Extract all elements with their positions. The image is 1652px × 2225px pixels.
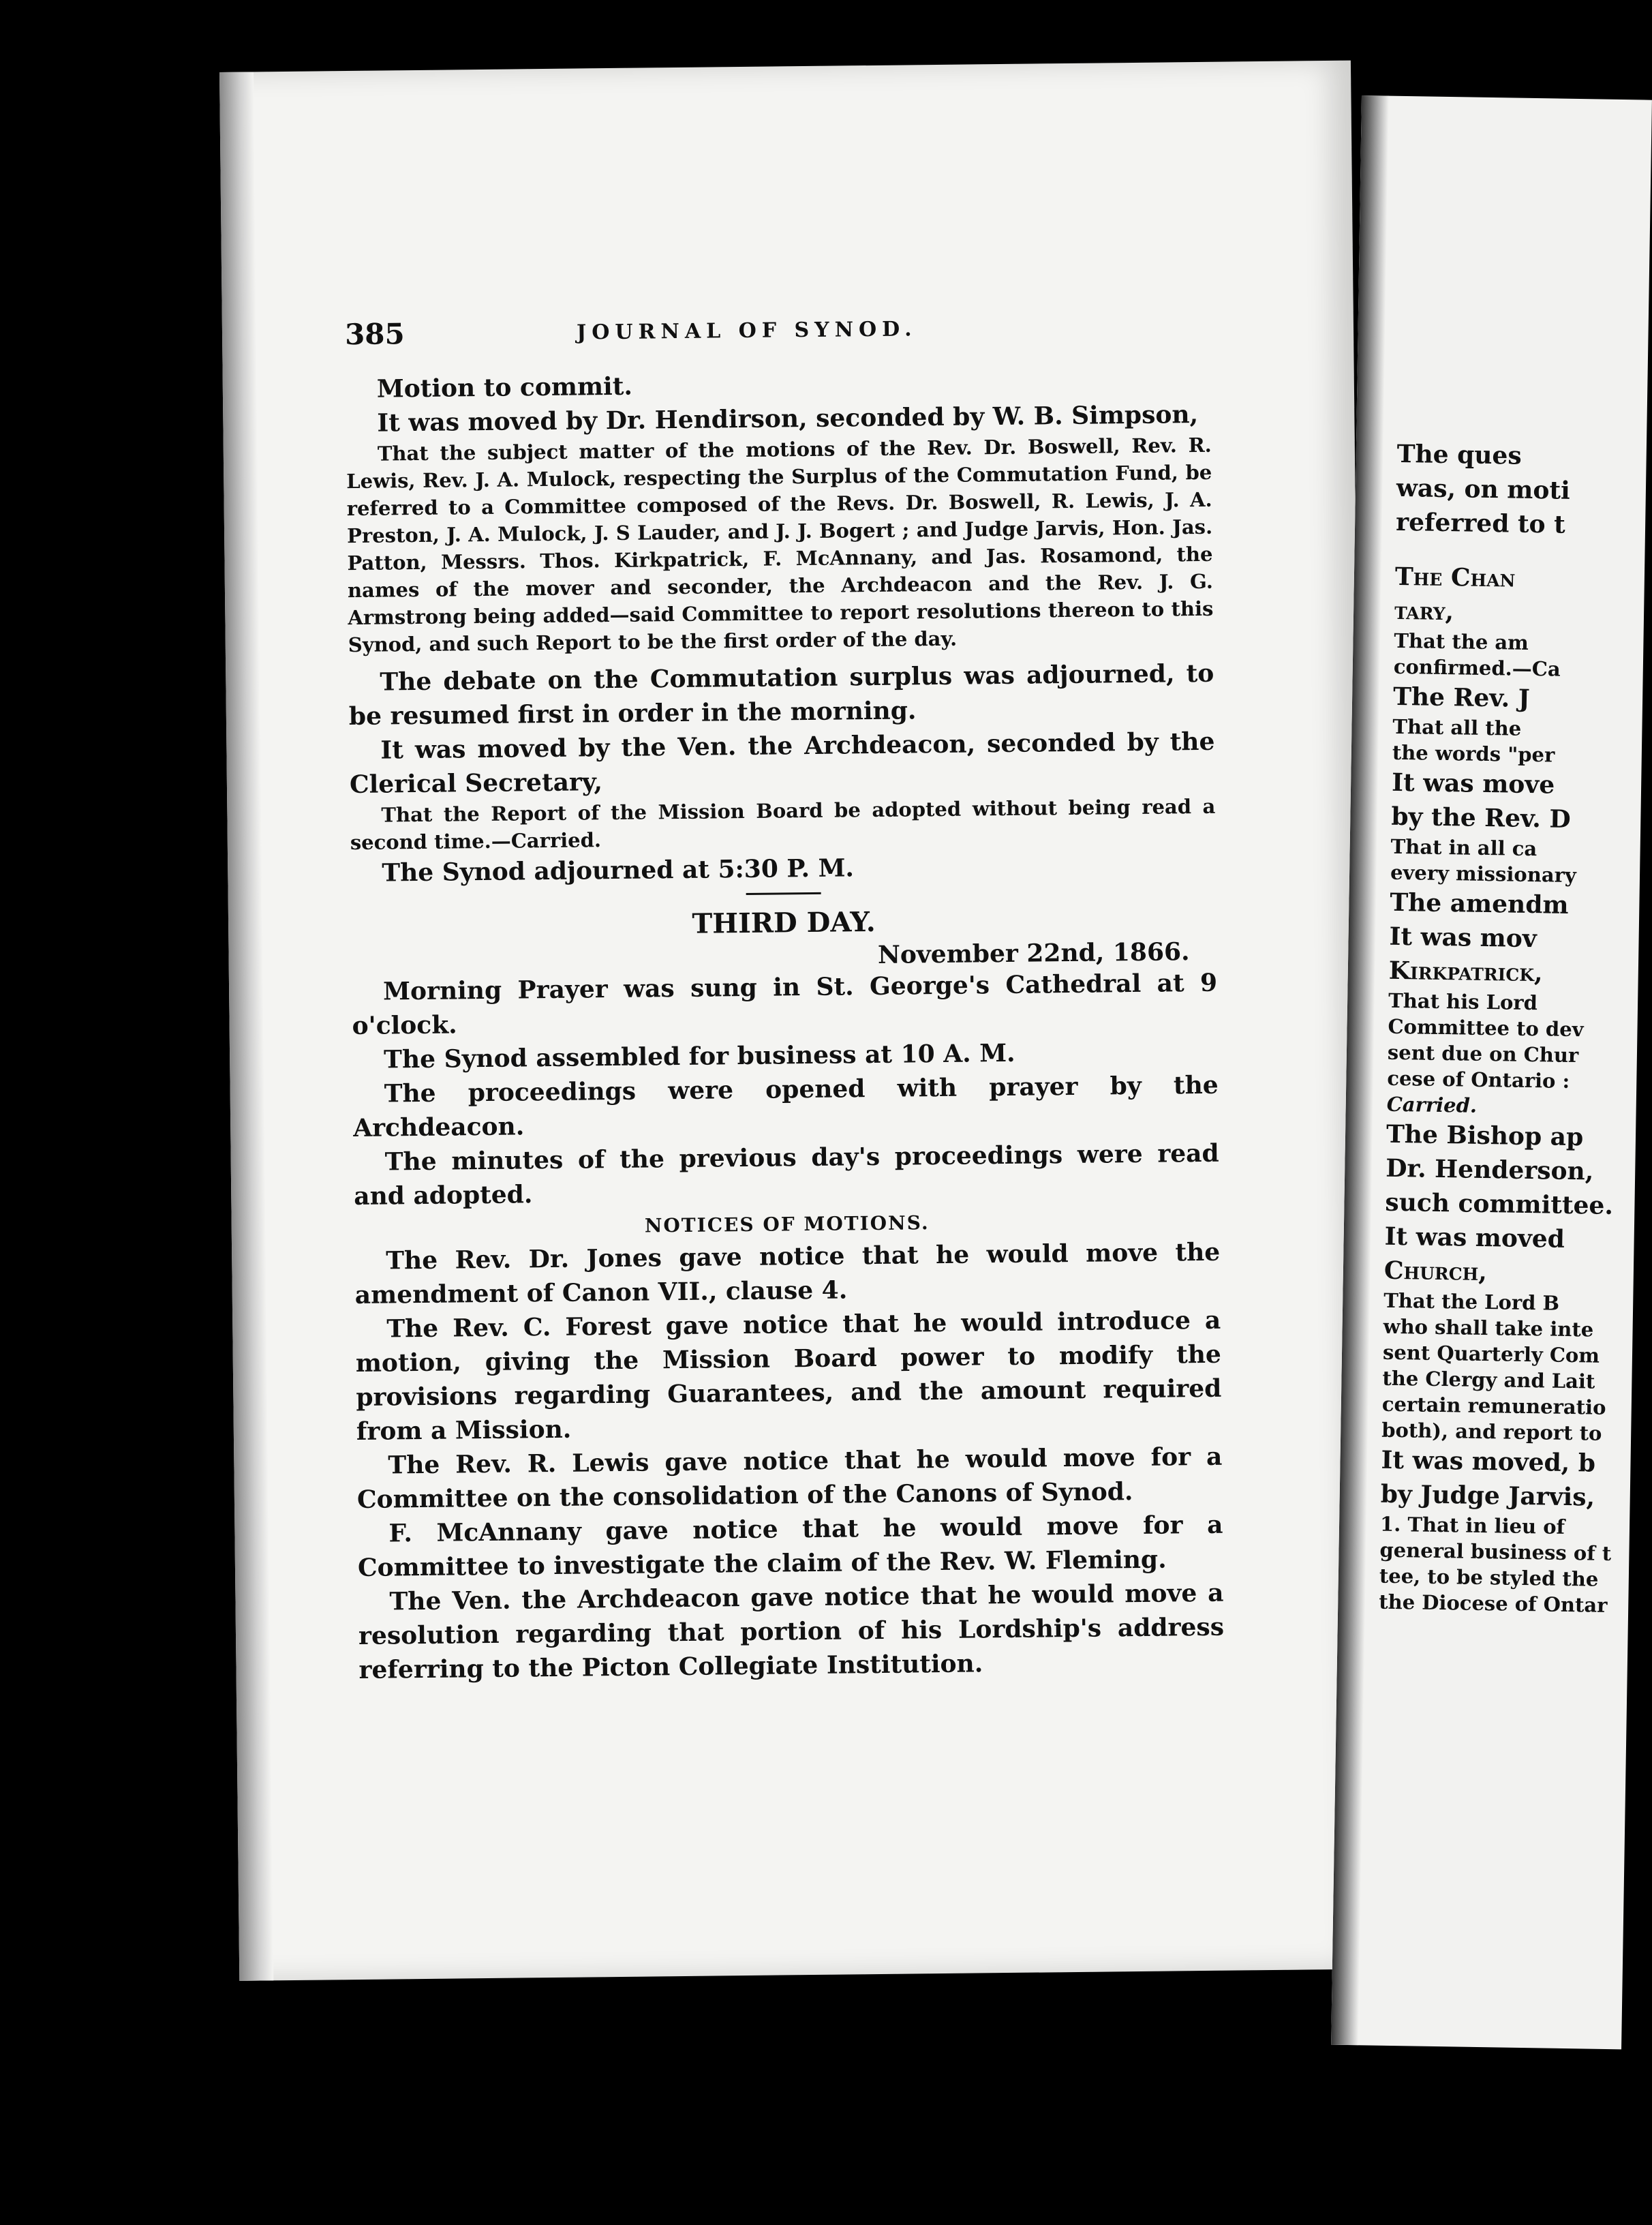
right-line: referred to t: [1395, 507, 1566, 539]
running-head: JOURNAL OF SYNOD.: [576, 317, 917, 345]
section-divider: [746, 892, 821, 895]
right-line: It was moved, b: [1381, 1445, 1596, 1478]
right-line: the Diocese of Ontar: [1379, 1590, 1608, 1617]
right-line: sent Quarterly Com: [1382, 1340, 1600, 1367]
paragraph-mission-board-report: That the Report of the Mission Board be adopted without being read a second time.—Carried.: [350, 794, 1216, 855]
right-line: Dr. Henderson,: [1385, 1153, 1594, 1186]
left-page-content: [345, 309, 1225, 1687]
right-line: every missionary: [1390, 860, 1577, 888]
paragraph-motion-to-commit: Motion to commit.: [376, 372, 633, 404]
page-edge-shadow: [219, 72, 273, 1980]
paragraph-morning-prayer: Morning Prayer was sung in St. George's Cathedral at 9 o'clock.: [352, 968, 1218, 1041]
paragraph-moved-by-henderson: It was moved by Dr. Hendirson, seconded by W. B. Simpson,: [377, 399, 1199, 438]
right-page: [1331, 95, 1652, 2049]
right-line: The Bishop ap: [1386, 1119, 1584, 1152]
right-line: Church,: [1383, 1256, 1488, 1287]
right-line: That all the: [1392, 714, 1522, 740]
left-page: [219, 61, 1371, 1981]
right-line: The ques: [1396, 439, 1522, 470]
right-line: That his Lord: [1388, 988, 1538, 1015]
paragraph-debate-adjourned: The debate on the Commutation surplus was adjourned, to be resumed first in order in the morning.: [348, 659, 1214, 731]
paragraph-notice-forest: The Rev. C. Forest gave notice that he would introduce a motion, giving the Mission Board power to modify the provisions regarding Guarantees, and the amount required from a Mission.: [355, 1305, 1222, 1447]
right-line: The amendm: [1390, 888, 1569, 920]
right-line: It was move: [1391, 768, 1555, 800]
paragraph-notice-jones: The Rev. Dr. Jones gave notice that he would move the amendment of Canon VII., clause 4.: [354, 1237, 1221, 1310]
right-line: sent due on Chur: [1387, 1040, 1579, 1068]
paragraph-notice-archdeacon: The Ven. the Archdeacon gave notice that he would move a resolution regarding that portion of his Lordship's address referring to the Picton Collegiate Institution.: [358, 1578, 1225, 1684]
page-header: [345, 309, 1211, 372]
paragraph-committee-resolution: That the subject matter of the motions of the Rev. Dr. Boswell, Rev. R. Lewis, Rev. J. A. Mulock, respecting the Surplus of the Commutation Fund, be referred to a Committee composed of the Revs. Dr. Boswell, R. Lewis, J. A. Preston, J. A. Mulock, J. S Lauder, and J. J. Bogert ; and Judge Jarvis, Hon. Jas. Patton, Messrs. Thos. Kirkpatrick, F. McAnnany, and Jas. Rosamond, the names of the mover and seconder, the Archdeacon and the Rev. J. G. Armstrong being added—said Committee to report resolutions thereon to this Synod, and such Report to be the first order of the day.: [346, 433, 1214, 657]
right-line: the words "per: [1392, 740, 1555, 767]
right-line: both), and report to: [1381, 1418, 1602, 1445]
paragraph-proceedings-opened: The proceedings were opened with prayer by the Archdeacon.: [353, 1070, 1219, 1143]
right-line: by the Rev. D: [1391, 802, 1571, 834]
right-line: Committee to dev: [1388, 1014, 1584, 1042]
right-line: The Chan: [1394, 562, 1516, 593]
right-line: such committee.: [1385, 1187, 1614, 1220]
right-line: 1. That in lieu of: [1379, 1512, 1565, 1539]
right-line: was, on moti: [1396, 473, 1571, 505]
right-line: cese of Ontario :: [1387, 1066, 1570, 1093]
right-line: tary,: [1394, 596, 1454, 626]
paragraph-notice-mcannany: F. McAnnany gave notice that he would move for a Committee to investigate the claim of the Rev. W. Fleming.: [357, 1510, 1223, 1582]
right-line: It was moved: [1384, 1222, 1565, 1254]
right-line: Kirkpatrick,: [1388, 956, 1543, 988]
right-line: who shall take inte: [1383, 1314, 1594, 1342]
paragraph-synod-adjourned: The Synod adjourned at 5:30 P. M.: [382, 853, 855, 888]
right-page-content: [1379, 437, 1652, 1620]
right-line: The Rev. J: [1392, 682, 1531, 713]
right-line: by Judge Jarvis,: [1380, 1479, 1595, 1512]
right-line: tee, to be styled the: [1379, 1564, 1599, 1591]
right-line: the Clergy and Lait: [1382, 1366, 1595, 1393]
paragraph-notice-lewis: The Rev. R. Lewis gave notice that he would move for a Committee on the consolidation of the Canons of Synod.: [356, 1442, 1223, 1514]
heading-third-day: THIRD DAY.: [692, 905, 876, 940]
right-line: That the am: [1394, 629, 1529, 654]
right-line: general business of t: [1379, 1538, 1612, 1566]
page-number: 385: [344, 317, 405, 352]
date-line: November 22nd, 1866.: [877, 937, 1190, 969]
paragraph-minutes-read: The minutes of the previous day's proceedings were read and adopted.: [354, 1138, 1219, 1211]
right-line: certain remuneratio: [1381, 1392, 1606, 1419]
right-line: It was mov: [1389, 922, 1538, 954]
paragraph-moved-by-archdeacon: It was moved by the Ven. the Archdeacon, seconded by the Clerical Secretary,: [349, 727, 1215, 800]
right-line: That the Lord B: [1383, 1288, 1560, 1315]
subheading-notices-of-motions: NOTICES OF MOTIONS.: [644, 1211, 930, 1237]
right-line: confirmed.—Ca: [1393, 654, 1561, 681]
right-line: Carried.: [1386, 1092, 1478, 1117]
right-line: That in all ca: [1390, 834, 1538, 861]
paragraph-synod-assembled: The Synod assembled for business at 10 A. M.: [383, 1038, 1015, 1074]
